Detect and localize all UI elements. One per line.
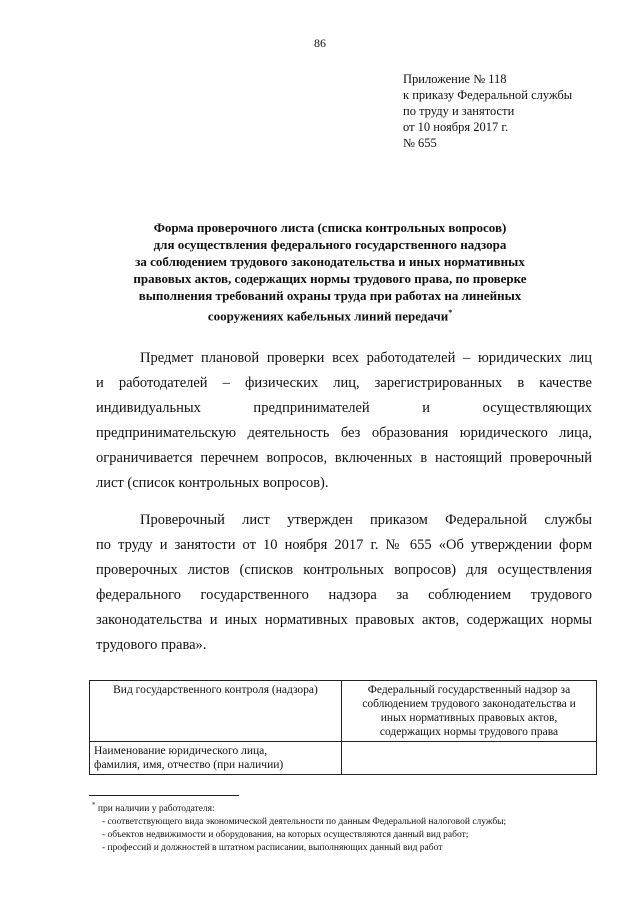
table-row <box>90 742 597 775</box>
page-number: 86 <box>314 36 326 50</box>
title-line-last <box>90 304 570 324</box>
appendix-header <box>403 71 572 151</box>
appendix-line: № 655 <box>403 136 437 150</box>
appendix-line: Приложение № 118 <box>403 72 507 86</box>
paragraph-line: по труду и занятости от 10 ноября 2017 г. № 655 «Об утверждении форм <box>96 537 592 553</box>
control-type-table <box>89 680 597 775</box>
cell-text: Федеральный государственный надзор за <box>367 684 571 696</box>
paragraph-line: и работодателей – физических лиц, зарегистрированных в качестве <box>96 375 592 391</box>
table-cell-value-empty[interactable] <box>342 742 597 775</box>
footnote-item: - профессий и должностей в штатном расписании, выполняющих данный вид работ <box>102 843 443 854</box>
table-cell-label <box>90 742 342 775</box>
cell-text: Наименование юридического лица, <box>94 745 268 757</box>
footnote-item: - объектов недвижимости и оборудования, на которых осуществляются данный вид работ; <box>102 830 469 841</box>
title-line: правовых актов, содержащих нормы трудового права, по проверке <box>133 271 527 286</box>
paragraph-line: индивидуальных предпринимателей и осуществляющих <box>96 400 592 416</box>
cell-text: иных нормативных правовых актов, <box>380 712 558 724</box>
paragraph-approval <box>96 508 592 658</box>
paragraph-line: предпринимательскую деятельность без образования юридического лица, <box>96 425 592 441</box>
paragraph-line: федерального государственного надзора за соблюдением трудового <box>96 587 592 603</box>
table-cell-value <box>342 681 597 742</box>
title-line: Форма проверочного листа (списка контрольных вопросов) <box>153 220 507 235</box>
table-row <box>90 681 597 742</box>
footnote-item: - соответствующего вида экономической деятельности по данным Федеральной налоговой службы; <box>102 817 507 828</box>
paragraph-line: трудового права». <box>96 637 207 653</box>
paragraph-line: лист (список контрольных вопросов). <box>96 475 329 491</box>
paragraph-line: Проверочный лист утвержден приказом Федеральной службы <box>140 512 592 528</box>
title-line: сооружениях кабельных линий передачи <box>207 308 449 324</box>
cell-text: соблюдением трудового законодательства и <box>362 698 576 710</box>
appendix-line: по труду и занятости <box>403 104 515 118</box>
footnote-divider <box>89 795 239 796</box>
document-title <box>90 219 570 324</box>
table-cell-label <box>90 681 342 742</box>
paragraph-line: проверочных листов (списков контрольных вопросов) для осуществления <box>96 562 592 578</box>
title-line: для осуществления федерального государственного надзора <box>153 237 507 252</box>
paragraph-line: ограничивается перечнем вопросов, включенных в настоящий проверочный <box>96 450 592 466</box>
paragraph-line: законодательства и иных нормативных правовых актов, содержащих нормы <box>96 612 592 628</box>
paragraph-line: Предмет плановой проверки всех работодателей – юридических лиц <box>140 350 592 366</box>
cell-text: Вид государственного контроля (надзора) <box>113 684 318 696</box>
footnote-mark: * <box>92 801 96 809</box>
title-footnote-mark: * <box>448 308 453 317</box>
title-line: выполнения требований охраны труда при работах на линейных <box>138 288 522 303</box>
appendix-line: от 10 ноября 2017 г. <box>403 120 509 134</box>
appendix-line: к приказу Федеральной службы <box>403 88 573 102</box>
title-line: за соблюдением трудового законодательства и иных нормативных <box>135 254 525 269</box>
paragraph-inspection-subject <box>96 346 592 496</box>
cell-text: фамилия, имя, отчество (при наличии) <box>94 759 284 771</box>
footnote-intro-line <box>92 799 506 816</box>
footnote <box>92 799 506 855</box>
footnote-intro: при наличии у работодателя: <box>97 804 215 815</box>
cell-text: содержащих нормы трудового права <box>379 726 559 738</box>
